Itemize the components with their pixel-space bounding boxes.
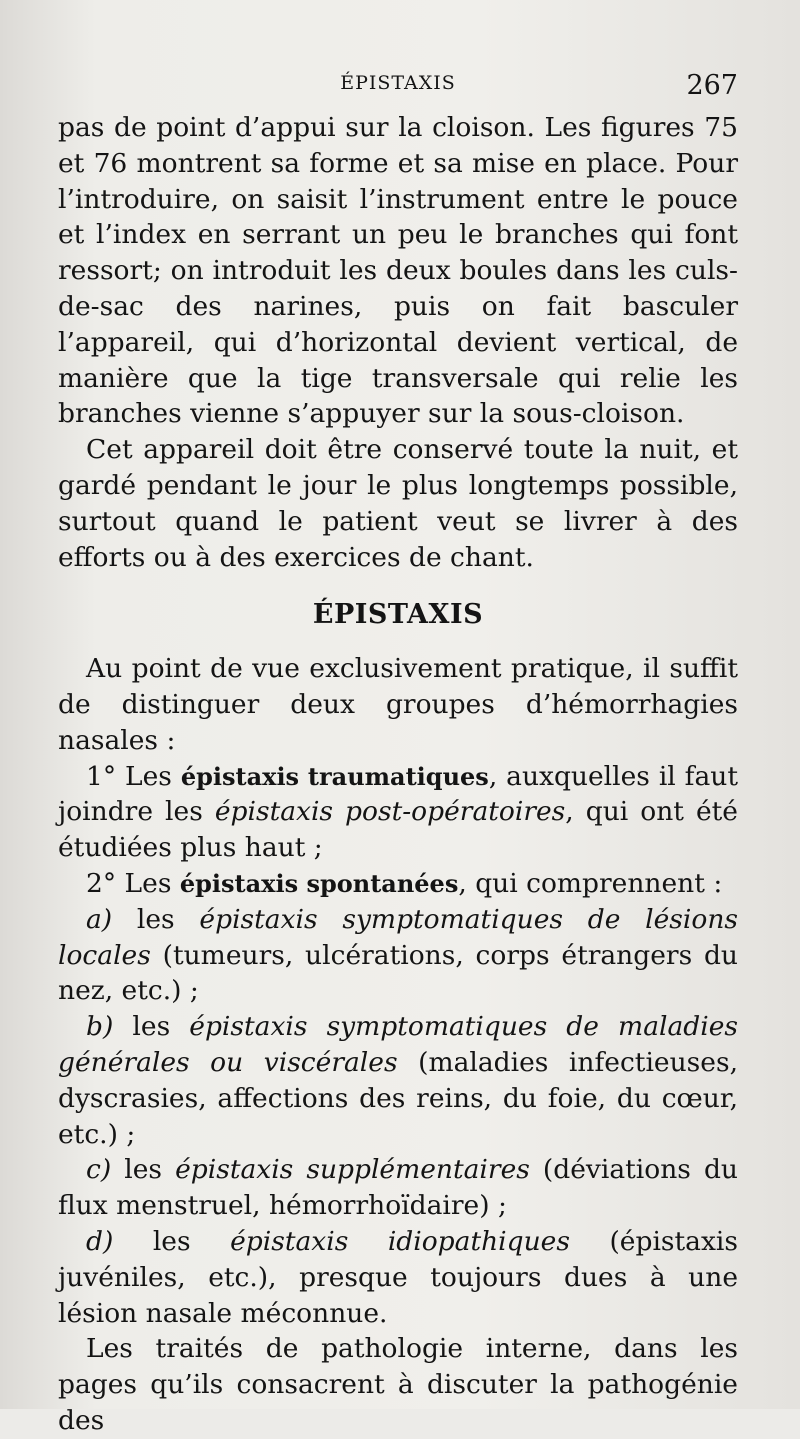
list-item-1-suffix: , qui ont été étudiées plus haut ;	[58, 796, 738, 864]
list-item-2-suffix: , qui comprennent :	[458, 867, 723, 899]
sub-item-b-marker: b)	[86, 1011, 114, 1043]
page-number: 267	[686, 70, 738, 101]
paragraph-intro: Au point de vue exclusivement pratique, il suffit de distinguer deux groupes d’hémorrhagies nasales :	[58, 653, 738, 756]
sub-item-b-suffix: (maladies infectieuses, dyscrasies, affections des reins, du foie, du cœur, etc.) ;	[58, 1046, 738, 1150]
sub-item-d-marker: d)	[86, 1225, 114, 1257]
paragraph-pathologie: Les traités de pathologie interne, dans les pages qu’ils consacrent à discuter la pathogénie des	[58, 1333, 738, 1436]
sub-item-d-suffix: (épistaxis juvéniles, etc.), presque toujours dues à une lésion nasale méconnue.	[58, 1225, 738, 1329]
body-text	[58, 110, 738, 1439]
running-title: ÉPISTAXIS	[340, 72, 456, 94]
sub-item-c-marker: c)	[86, 1154, 112, 1186]
sub-item-a	[58, 902, 738, 1009]
list-item-1-mid: , auxquelles il faut joindre les	[58, 760, 738, 828]
sub-item-d-italic: épistaxis idiopathiques	[230, 1225, 570, 1257]
sub-item-b	[58, 1009, 738, 1152]
sub-item-c-suffix: (déviations du flux menstruel, hémorrhoïdaire) ;	[58, 1154, 739, 1222]
list-item-2-prefix: 2° Les	[86, 867, 180, 899]
list-item-1-prefix: 1° Les	[86, 760, 181, 792]
sub-item-b-pre: les	[113, 1011, 190, 1043]
sub-item-a-suffix: (tumeurs, ulcérations, corps étrangers du nez, etc.) ;	[58, 939, 738, 1007]
list-item-1-bold: épistaxis traumatiques	[180, 761, 489, 791]
sub-item-d	[58, 1224, 738, 1331]
page-header	[58, 70, 738, 110]
list-item-2	[58, 866, 738, 902]
list-item-1-italic: épistaxis post-opératoires	[214, 796, 566, 828]
sub-item-c-italic: épistaxis supplémentaires	[175, 1154, 530, 1186]
sub-item-a-italic: épistaxis symptomatiques de lésions locales	[58, 903, 739, 971]
sub-item-a-pre: les	[112, 903, 200, 935]
paragraph-appareil-conservation: Cet appareil doit être conservé toute la nuit, et gardé pendant le jour le plus longtemps possible, surtout quand le patient veut se livrer à des efforts ou à des exercices de chant.	[58, 434, 738, 573]
sub-item-c	[58, 1152, 738, 1224]
list-item-2-bold: épistaxis spontanées	[179, 868, 459, 898]
sub-item-a-marker: a)	[86, 903, 113, 935]
section-title: ÉPISTAXIS	[312, 599, 484, 631]
sub-item-b-italic: épistaxis symptomatiques de maladies générales ou viscérales	[58, 1011, 738, 1078]
paragraph-appareil-description: pas de point d’appui sur la cloison. Les figures 75 et 76 montrent sa forme et sa mise en place. Pour l’introduire, on saisit l’instrument entre le pouce et l’index en serrant un peu le branches qui font ressort; on introduit les deux boules dans les culs-de-sac des narines, puis on fait basculer l’appareil, qui d’horizontal devient vertical, de manière que la tige transversale qui relie les branches vienne s’appuyer sur la sous-cloison.	[58, 112, 738, 430]
sub-item-d-pre: les	[113, 1225, 231, 1257]
list-item-1	[58, 759, 738, 866]
sub-item-c-pre: les	[111, 1154, 176, 1186]
